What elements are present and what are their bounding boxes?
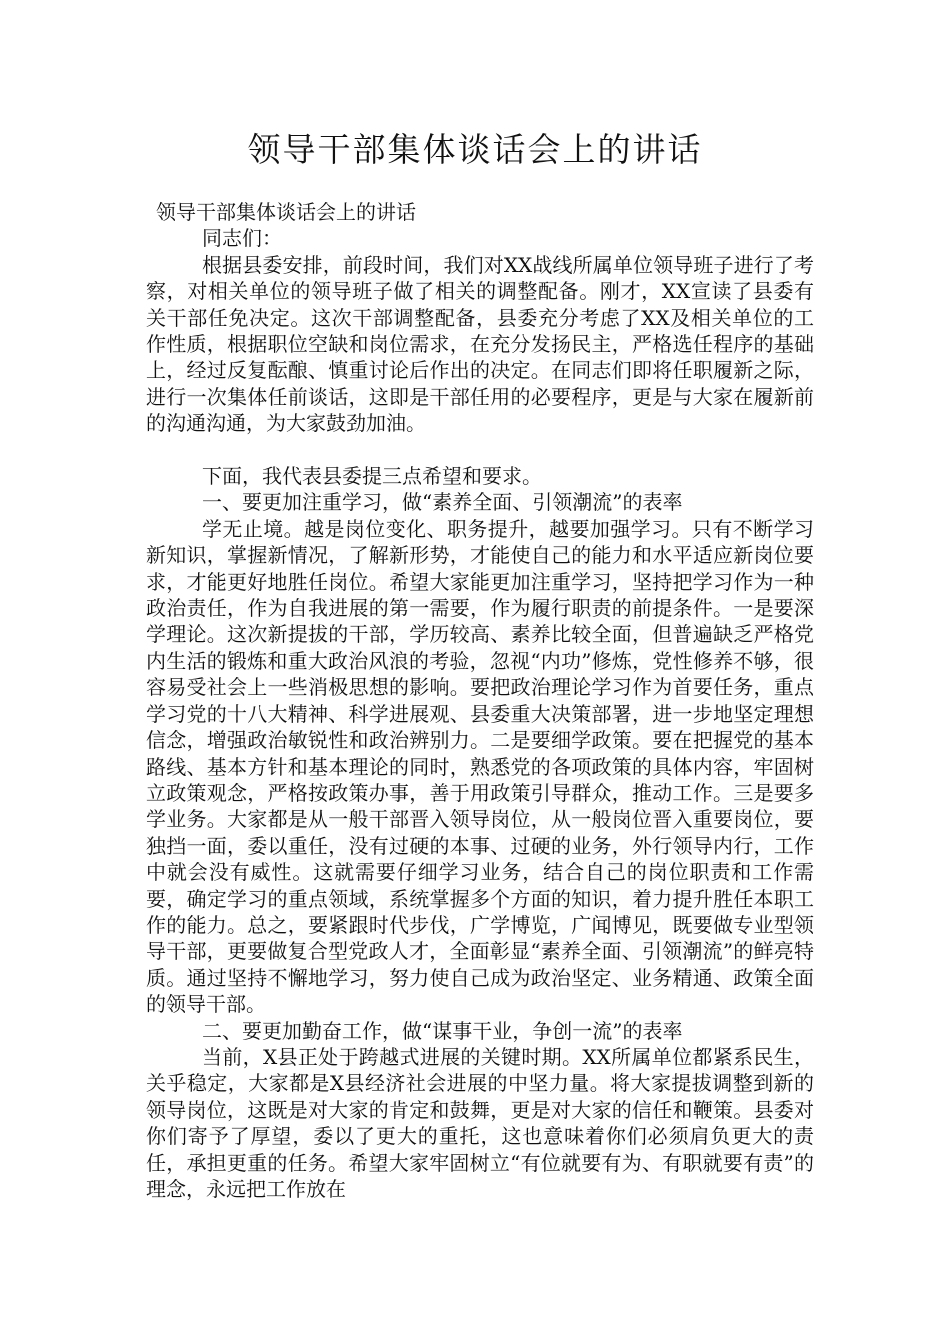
salutation: 同志们：: [202, 226, 282, 251]
paragraph-work: 当前，X县正处于跨越式进展的关键时期。XX所属单位都紧系民生，关乎稳定，大家都是X县经济社会进展的中坚力量。将大家提拔调整到新的领导岗位，这既是对大家的肯定和鼓舞，更是对大家的信任和鞭策。县委对你们寄予了厚望，委以了更大的重托，这也意味着你们必须肩负更大的责任，承担更重的任务。希望大家牢固树立“有位就要有为、有职就要有责”的理念，永远把工作放在: [146, 1044, 814, 1202]
document-title: 领导干部集体谈话会上的讲话: [247, 130, 703, 169]
document-body: [146, 199, 814, 1202]
section-heading-2: 二、要更加勤奋工作，做“谋事干业，争创一流”的表率: [202, 1018, 683, 1043]
paragraph-study: 学无止境。越是岗位变化、职务提升，越要加强学习。只有不断学习新知识，掌握新情况，了解新形势，才能使自己的能力和水平适应新岗位要求，才能更好地胜任岗位。希望大家能更加注重学习，坚持把学习作为一种政治责任，作为自我进展的第一需要，作为履行职责的前提条件。一是要深学理论。这次新提拔的干部，学历较高、素养比较全面，但普遍缺乏严格党内生活的锻炼和重大政治风浪的考验，忽视“内功”修炼，党性修养不够，很容易受社会上一些消极思想的影响。要把政治理论学习作为首要任务，重点学习党的十八大精神、科学进展观、县委重大决策部署，进一步地坚定理想信念，增强政治敏锐性和政治辨别力。二是要细学政策。要在把握党的基本路线、基本方针和基本理论的同时，熟悉党的各项政策的具体内容，牢固树立政策观念，严格按政策办事，善于用政策引导群众，推动工作。三是要多学业务。大家都是从一般干部晋入领导岗位，从一般岗位晋入重要岗位，要独挡一面，委以重任，没有过硬的本事、过硬的业务，外行领导内行，工作中就会没有威性。这就需要仔细学习业务，结合自己的岗位职责和工作需要，确定学习的重点领域，系统掌握多个方面的知识，着力提升胜任本职工作的能力。总之，要紧跟时代步伐，广学博览，广闻博见，既要做专业型领导干部，更要做复合型党政人才，全面彰显“素养全面、引领潮流”的鲜亮特质。通过坚持不懈地学习，努力使自己成为政治坚定、业务精通、政策全面的领导干部。: [146, 516, 814, 1017]
body-heading: 领导干部集体谈话会上的讲话: [156, 200, 416, 224]
paragraph-spacer: [146, 437, 814, 463]
section-heading-1: 一、要更加注重学习，做“素养全面、引领潮流”的表率: [202, 490, 683, 515]
paragraph-requirements-lead: 下面，我代表县委提三点希望和要求。: [202, 464, 542, 489]
paragraph-intro: 根据县委安排，前段时间，我们对XX战线所属单位领导班子进行了考察，对相关单位的领导班子做了相关的调整配备。刚才，XX宣读了县委有关干部任免决定。这次干部调整配备，县委充分考虑了XX及相关单位的工作性质，根据职位空缺和岗位需求，在充分发扬民主，严格选任程序的基础上，经过反复酝酿、慎重讨论后作出的决定。在同志们即将任职履新之际，进行一次集体任前谈话，这即是干部任用的必要程序，更是与大家在履新前的沟通沟通，为大家鼓劲加油。: [146, 252, 814, 436]
